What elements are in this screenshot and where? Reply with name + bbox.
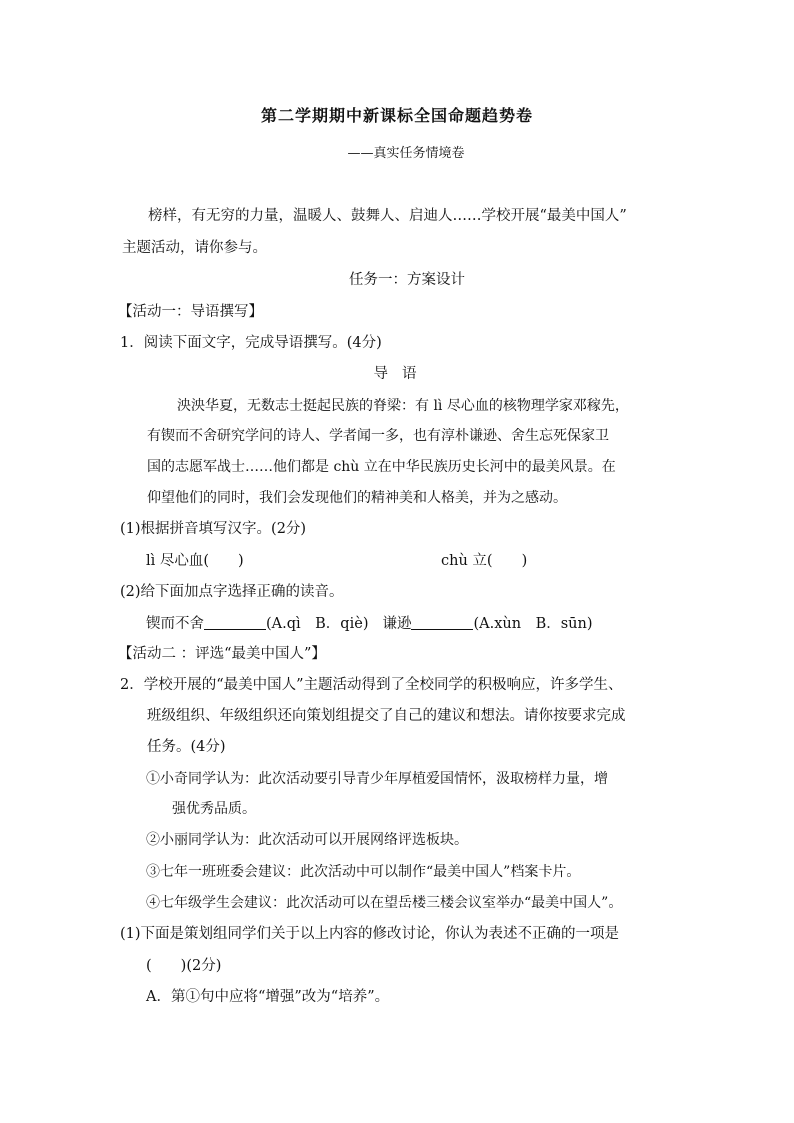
options-qie: (A.qì B．qiè) bbox=[266, 616, 369, 632]
page-title: 第二学期期中新课标全国命题趋势卷 bbox=[260, 106, 533, 125]
question-2-line-2: 班级组织、年级组织还向策划组提交了自己的建议和想法。请你按要求完成 bbox=[147, 708, 626, 724]
opinion-2: ②小丽同学认为：此次活动可以开展网络评选板块。 bbox=[146, 832, 468, 848]
opinion-4: ④七年级学生会建议：此次活动可以在望岳楼三楼会议室举办“最美中国人”。 bbox=[146, 895, 623, 911]
answer-blank-1[interactable] bbox=[204, 615, 266, 630]
intro-line-2: 主题活动，请你参与。 bbox=[122, 240, 267, 256]
pronunciation-line bbox=[146, 615, 593, 633]
passage-line-2: 有锲而不舍研究学问的诗人、学者闻一多，也有淳朴谦逊、舍生忘死保家卫 bbox=[147, 428, 609, 444]
sub-question-2: (2)给下面加点字选择正确的读音。 bbox=[120, 584, 344, 600]
passage-line-1: 泱泱华夏，无数志士挺起民族的脊梁：有 lì 尽心血的核物理学家邓稼先， bbox=[177, 398, 629, 414]
question-1: 1．阅读下面文字，完成导语撰写。(4分) bbox=[120, 335, 382, 351]
opinion-1-line-2: 强优秀品质。 bbox=[172, 801, 256, 817]
passage-line-3: 国的志愿军战士……他们都是 chù 立在中华民族历史长河中的最美风景。在 bbox=[147, 459, 616, 475]
activity2-heading: 【活动二 ：评选“最美中国人”】 bbox=[118, 646, 326, 662]
daoyu-title: 导语 bbox=[373, 366, 431, 382]
task1-heading: 任务一：方案设计 bbox=[349, 272, 465, 288]
opinion-3: ③七年一班班委会建议：此次活动中可以制作“最美中国人”档案卡片。 bbox=[146, 864, 581, 880]
fill-chu: chù 立( ) bbox=[441, 553, 528, 569]
page-subtitle: ——真实任务情境卷 bbox=[347, 146, 465, 161]
passage-line-4: 仰望他们的同时，我们会发现他们的精神美和人格美，并为之感动。 bbox=[147, 490, 567, 506]
intro-line-1: 榜样，有无穷的力量，温暖人、鼓舞人、启迪人……学校开展“最美中国人” bbox=[148, 208, 627, 224]
options-xun: (A.xùn B．sūn) bbox=[473, 616, 593, 632]
q2-sub-question-1-line-2: ( )(2分) bbox=[146, 958, 222, 974]
opinion-1-line-1: ①小奇同学认为：此次活动要引导青少年厚植爱国情怀，汲取榜样力量，增 bbox=[146, 771, 608, 787]
question-2-line-3: 任务。(4分) bbox=[147, 739, 226, 755]
sub-question-1: (1)根据拼音填写汉字。(2分) bbox=[120, 521, 307, 537]
question-2-line-1: 2．学校开展的“最美中国人”主题活动得到了全校同学的积极响应，许多学生、 bbox=[120, 677, 623, 693]
word-qie: 锲而不舍 bbox=[146, 616, 204, 632]
option-a[interactable]: A．第①句中应将“增强”改为“培养”。 bbox=[146, 989, 390, 1005]
word-xun: 谦逊 bbox=[382, 616, 412, 632]
q2-sub-question-1-line-1: (1)下面是策划组同学们关于以上内容的修改讨论，你认为表述不正确的一项是 bbox=[120, 926, 620, 942]
answer-blank-2[interactable] bbox=[411, 615, 473, 630]
fill-li: lì 尽心血( ) bbox=[146, 553, 244, 569]
activity1-heading: 【活动一：导语撰写】 bbox=[118, 304, 263, 320]
